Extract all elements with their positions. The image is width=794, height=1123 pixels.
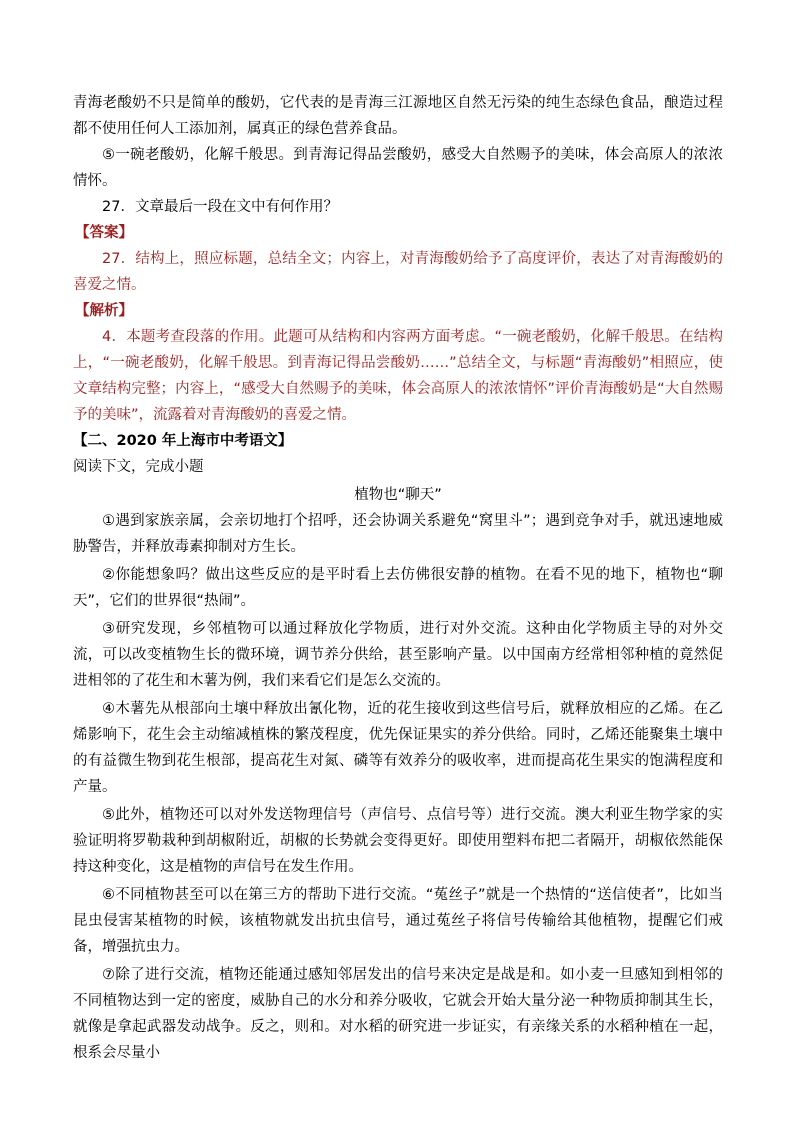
document-body — [73, 90, 723, 1066]
article-paragraph-5: ⑤此外，植物还可以对外发送物理信号（声信号、点信号等）进行交流。澳大利亚生物学家的实验证明将罗勒栽种到胡椒附近，胡椒的长势就会变得更好。即使用塑料布把二者隔开，胡椒依然能保持这种变化，这是植物的声信号在发生作用。 — [73, 807, 723, 875]
article-paragraph-1: ①遇到家族亲属，会亲切地打个招呼，还会协调关系避免“窝里斗”；遇到竞争对手，就迅速地威胁警告，并释放毒素抑制对方生长。 — [73, 513, 723, 555]
article-paragraph-3: ③研究发现，乡邻植物可以通过释放化学物质，进行对外交流。这种由化学物质主导的对外交流，可以改变植物生长的微环境，调节养分供给，甚至影响产量。以中国南方经常相邻种植的竟然促进相邻的了花生和木薯为例，我们来看它们是怎么交流的。 — [73, 621, 723, 689]
answer-text: 27．结构上，照应标题，总结全文；内容上，对青海酸奶给予了高度评价，表达了对青海酸奶的喜爱之情。 — [73, 251, 723, 293]
section-heading: 【二、2020 年上海市中考语文】 — [73, 433, 293, 449]
article-title: 植物也“聊天” — [354, 487, 442, 503]
article-paragraph-7: ⑦除了进行交流，植物还能通过感知邻居发出的信号来决定是战是和。如小麦一旦感知到相邻的不同植物达到一定的密度，威胁自己的水分和养分吸收，它就会开始大量分泌一种物质抑制其生长，就像是拿起武器发动战争。反之，则和。对水稻的研究进一步证实，有亲缘关系的水稻种植在一起，根系会尽量小 — [73, 967, 723, 1061]
instruction: 阅读下文，完成小题 — [73, 459, 204, 475]
paragraph-yogurt-intro: 青海老酸奶不只是简单的酸奶，它代表的是青海三江源地区自然无污染的纯生态绿色食品，酿造过程都不使用任何人工添加剂，属真正的绿色营养食品。 — [73, 95, 723, 137]
answer-tag: 【答案】 — [75, 225, 133, 241]
article-paragraph-6: ⑥不同植物甚至可以在第三方的帮助下进行交流。“菟丝子”就是一个热情的“送信使者”，比如当昆虫侵害某植物的时候，该植物就发出抗虫信号，通过菟丝子将信号传输给其他植物，提醒它们戒备，增强抗虫力。 — [73, 887, 723, 955]
article-paragraph-4: ④木薯先从根部向土壤中释放出氰化物，近的花生接收到这些信号后，就释放相应的乙烯。在乙烯影响下，花生会主动缩减植株的繁茂程度，优先保证果实的养分供给。同时，乙烯还能聚集土壤中的有益微生物到花生根部，提高花生对氮、磷等有效养分的吸收率，进而提高花生果实的饱满程度和产量。 — [73, 701, 723, 795]
analysis-text: 4．本题考查段落的作用。此题可从结构和内容两方面考虑。“一碗老酸奶，化解千般思。在结构上，“一碗老酸奶，化解千般思。到青海记得品尝酸奶……”总结全文，与标题“青海酸奶”相照应，使文章结构完整；内容上，“感受大自然赐予的美味，体会高原人的浓浓情怀”评价青海酸奶是“大自然赐予的美味”，流露着对青海酸奶的喜爱之情。 — [73, 329, 723, 423]
question-27: 27．文章最后一段在文中有何作用？ — [102, 199, 338, 215]
paragraph-yogurt-conclusion: ⑤一碗老酸奶，化解千般思。到青海记得品尝酸奶，感受大自然赐予的美味，体会高原人的浓浓情怀。 — [73, 147, 723, 189]
analysis-tag: 【解析】 — [75, 303, 133, 319]
article-paragraph-2: ②你能想象吗？做出这些反应的是平时看上去仿佛很安静的植物。在看不见的地下，植物也“聊天”，它们的世界很“热闹”。 — [73, 567, 723, 609]
